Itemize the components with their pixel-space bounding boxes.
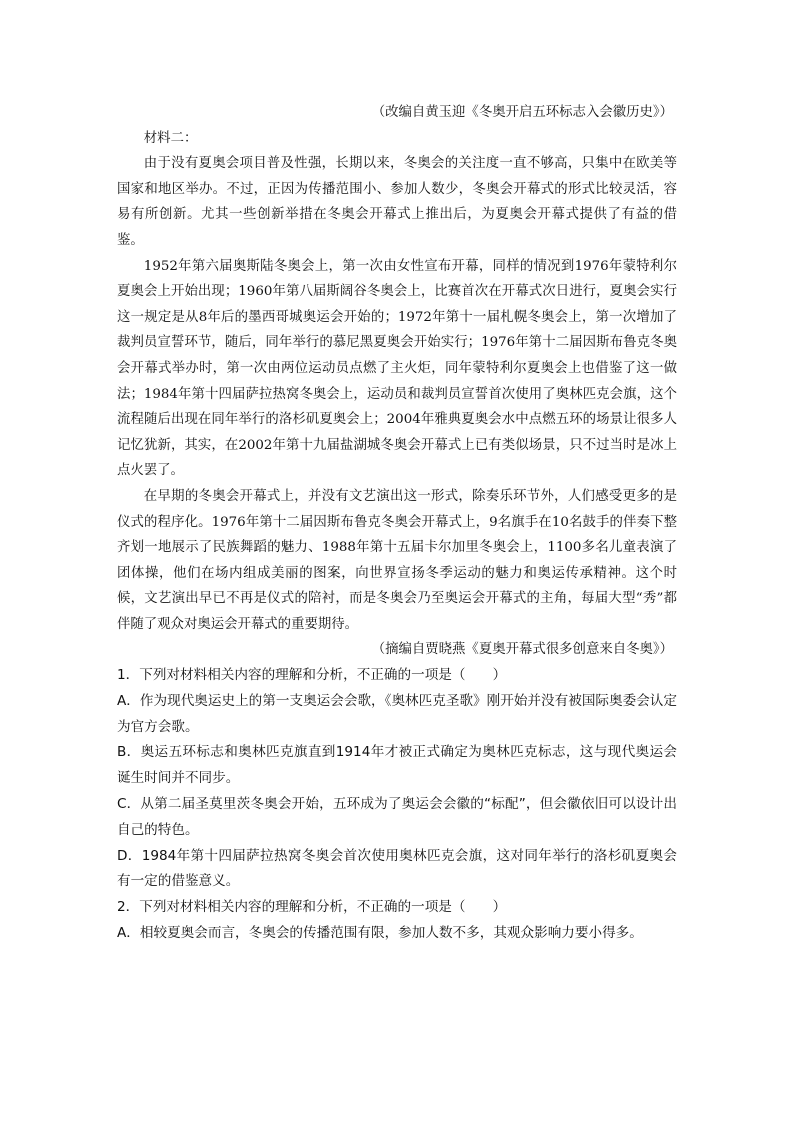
question-1-option-b: B．奥运五环标志和奥林匹克旗直到1914年才被正式确定为奥林匹克标志，这与现代奥运会诞生时间并不同步。 bbox=[117, 744, 677, 787]
paragraph-1: 由于没有夏奥会项目普及性强，长期以来，冬奥会的关注度一直不够高，只集中在欧美等国家和地区举办。不过，正因为传播范围小、参加人数少，冬奥会开幕式的形式比较灵活，容易有所创新。尤其一些创新举措在冬奥会开幕式上推出后，为夏奥会开幕式提供了有益的借鉴。 bbox=[117, 156, 677, 248]
source-citation-1: （改编自黄玉迎《冬奥开启五环标志入会徽历史》） bbox=[371, 105, 673, 120]
question-1-option-d: D．1984年第十四届萨拉热窝冬奥会首次使用奥林匹克会旗，这对同年举行的洛杉矶夏奥会有一定的借鉴意义。 bbox=[117, 847, 677, 890]
question-2-stem: 2．下列对材料相关内容的理解和分析，不正确的一项是（ ） bbox=[117, 899, 507, 916]
questions-section bbox=[117, 663, 677, 947]
source-citation-2: （摘编自贾晓燕《夏奥开幕式很多创意来自冬奥》） bbox=[371, 642, 673, 658]
paragraph-3: 在早期的冬奥会开幕式上，并没有文艺演出这一形式，除奏乐环节外，人们感受更多的是仪式的程序化。1976年第十二届因斯布鲁克冬奥会开幕式上，9名旗手在10名鼓手的伴奏下整齐划一地展示了民族舞蹈的魅力、1988年第十五届卡尔加里冬奥会上，1100多名儿童表演了团体操，他们在场内组成美丽的图案，向世界宣扬冬季运动的魅力和奥运传承精神。这个时候，文艺演出早已不再是仪式的陪衬，而是冬奥会乃至奥运会开幕式的主角，每届大型“秀”都伴随了观众对奥运会开幕式的重要期待。 bbox=[117, 488, 677, 632]
paragraph-2: 1952年第六届奥斯陆冬奥会上，第一次由女性宣布开幕，同样的情况到1976年蒙特利尔夏奥会上开始出现；1960年第八届斯阔谷冬奥会上，比赛首次在开幕式次日进行，夏奥会实行这一规定是从8年后的墨西哥城奥运会开始的；1972年第十一届札幌冬奥会上，第一次增加了裁判员宣誓环节，随后，同年举行的慕尼黑夏奥会开始实行；1976年第十二届因斯布鲁克冬奥会开幕式举办时，第一次由两位运动员点燃了主火炬，同年蒙特利尔夏奥会上也借鉴了这一做法；1984年第十四届萨拉热窝冬奥会上，运动员和裁判员宣誓首次使用了奥林匹克会旗，这个流程随后出现在同年举行的洛杉矶夏奥会上；2004年雅典夏奥会水中点燃五环的场景让很多人记忆犹新，其实，在2002年第十九届盐湖城冬奥会开幕式上已有类似场景，只不过当时是冰上点火罢了。 bbox=[117, 258, 677, 479]
question-2-option-a: A．相较夏奥会而言，冬奥会的传播范围有限，参加人数不多，其观众影响力要小得多。 bbox=[117, 925, 643, 942]
document-content bbox=[117, 100, 677, 947]
question-1-stem: 1．下列对材料相关内容的理解和分析，不正确的一项是（ ） bbox=[117, 667, 507, 684]
material-two-label: 材料二： bbox=[143, 130, 198, 146]
question-1-option-c: C．从第二届圣莫里茨冬奥会开始，五环成为了奥运会会徽的“标配”，但会徽依旧可以设计出自己的特色。 bbox=[117, 796, 677, 838]
question-1-option-a: A．作为现代奥运史上的第一支奥运会会歌，《奥林匹克圣歌》刚开始并没有被国际奥委会认定为官方会歌。 bbox=[117, 692, 677, 735]
